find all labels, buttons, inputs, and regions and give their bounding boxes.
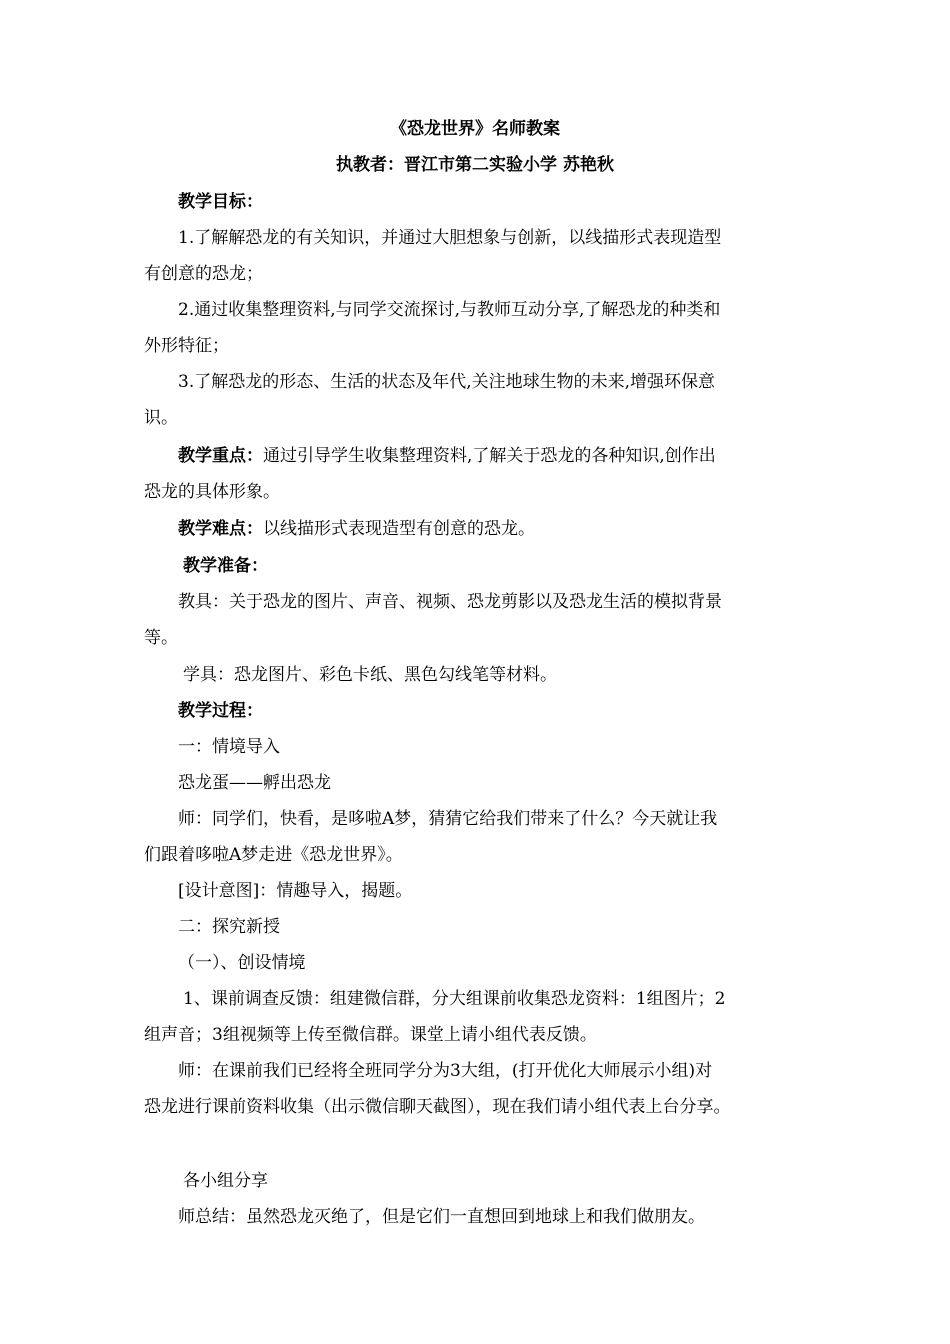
difficulty-text: 以线描形式表现造型有创意的恐龙。 [263,519,535,539]
goal-3-line-1: 3.了解恐龙的形态、生活的状态及年代,关注地球生物的未来,增强环保意 [178,372,716,392]
section-2-item-line-2: 组声音；3组视频等上传至微信群。课堂上请小组代表反馈。 [144,1025,597,1045]
process-heading: 教学过程： [178,701,263,721]
goal-2-line-2: 外形特征； [144,336,229,356]
difficulty-line [178,517,950,541]
key-point-line-2: 恐龙的具体形象。 [144,482,280,502]
teacher-tools-line-2: 等。 [144,628,178,648]
section-1-teacher-line-1: 师：同学们，快看，是哆啦A梦，猜猜它给我们带来了什么？今天就让我 [178,809,718,829]
goal-1-line-2: 有创意的恐龙； [144,264,263,284]
section-2-item-line-1: 1、课前调查反馈：组建微信群，分大组课前收集恐龙资料：1组图片；2 [183,989,726,1009]
author-line: 执教者：晋江市第二实验小学 苏艳秋 [336,155,614,175]
difficulty-label: 教学难点： [178,519,263,539]
key-point-label: 教学重点： [178,446,263,466]
section-2-subheading: （一）、创设情境 [178,953,306,973]
section-1-subheading: 恐龙蛋——孵出恐龙 [178,773,331,793]
goals-heading: 教学目标： [178,192,263,212]
key-point-line-1 [178,444,950,468]
teacher-summary-line: 师总结：虽然恐龙灭绝了，但是它们一直想回到地球上和我们做朋友。 [178,1207,705,1227]
section-1-design-intent: [设计意图]：情趣导入，揭题。 [178,881,413,901]
doc-title: 《恐龙世界》名师教案 [390,119,560,139]
student-tools-line: 学具：恐龙图片、彩色卡纸、黑色勾线笔等材料。 [183,665,557,685]
teacher-tools-line-1: 教具：关于恐龙的图片、声音、视频、恐龙剪影以及恐龙生活的模拟背景 [178,592,722,612]
preparation-heading: 教学准备： [183,556,268,576]
section-2-teacher-line-1: 师：在课前我们已经将全班同学分为3大组，(打开优化大师展示小组)对 [178,1061,713,1081]
section-2-teacher-line-2: 恐龙进行课前资料收集（出示微信聊天截图），现在我们请小组代表上台分享。 [144,1097,731,1117]
goal-2-line-1: 2.通过收集整理资料,与同学交流探讨,与教师互动分享,了解恐龙的种类和 [178,300,721,320]
section-2-heading: 二：探究新授 [178,917,280,937]
key-point-text: 通过引导学生收集整理资料,了解关于恐龙的各种知识,创作出 [263,446,716,466]
goal-1-line-1: 1.了解解恐龙的有关知识，并通过大胆想象与创新，以线描形式表现造型 [178,228,722,248]
goal-3-line-2: 识。 [144,408,178,428]
group-share-line: 各小组分享 [183,1171,268,1191]
section-1-heading: 一：情境导入 [178,737,280,757]
section-1-teacher-line-2: 们跟着哆啦A梦走进《恐龙世界》。 [144,845,403,865]
